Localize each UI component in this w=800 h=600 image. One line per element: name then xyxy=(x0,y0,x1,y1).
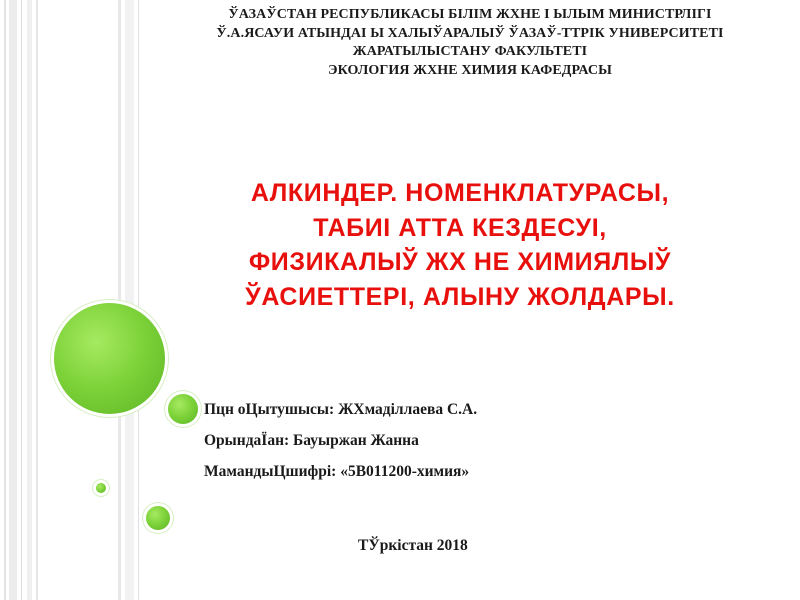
slide-title xyxy=(190,176,730,314)
green-circle-large xyxy=(54,303,165,414)
institution-header xyxy=(140,6,800,80)
teacher-line: Пцн оЦытушысы: ЖХмаділлаева С.А. xyxy=(204,401,478,418)
header-line: Ў.А.ЯСАУИ АТЫНДАІ Ы ХАЛЫЎАРАЛЫЎ ЎАЗАЎ-ТТРІК УНИВЕРСИТЕТІ xyxy=(216,25,724,41)
specialty-line: МамандыЦшифрі: «5В011200-химия» xyxy=(204,463,470,480)
title-line: ТАБИІ АТТА КЕЗДЕСУІ, xyxy=(313,213,607,242)
title-line: АЛКИНДЕР. НОМЕНКЛАТУРАСЫ, xyxy=(250,179,670,207)
green-circle-tiny xyxy=(96,483,106,493)
title-line: ЎАСИЕТТЕРІ, АЛЫНУ ЖОЛДАРЫ. xyxy=(245,282,675,311)
decorative-bar xyxy=(125,0,134,600)
header-line: ЭКОЛОГИЯ ЖХНЕ ХИМИЯ КАФЕДРАСЫ xyxy=(328,62,612,78)
green-circle-medium xyxy=(168,394,198,424)
decorative-bar xyxy=(118,0,121,600)
decorative-bar xyxy=(4,0,6,600)
author-info xyxy=(204,394,704,487)
green-circle-small xyxy=(146,506,170,530)
performer-line: ОрындаЇан: Бауыржан Жанна xyxy=(204,432,419,449)
city-year: ТЎркістан 2018 xyxy=(358,537,468,554)
header-line: ЖАРАТЫЛЫСТАНУ ФАКУЛЬТЕТІ xyxy=(352,44,588,59)
decorative-bar xyxy=(27,0,32,600)
decorative-bar xyxy=(138,0,139,600)
title-line: ФИЗИКАЛЫЎ ЖХ НЕ ХИМИЯЛЫЎ xyxy=(248,248,672,276)
decorative-bar xyxy=(36,0,38,600)
header-line: ЎАЗАЎСТАН РЕСПУБЛИКАСЫ БІЛІМ ЖХНЕ І ЫЛЫМ МИНИСТРЛІГІ xyxy=(228,7,712,22)
decorative-bar xyxy=(21,0,22,600)
decorative-bar xyxy=(9,0,17,600)
